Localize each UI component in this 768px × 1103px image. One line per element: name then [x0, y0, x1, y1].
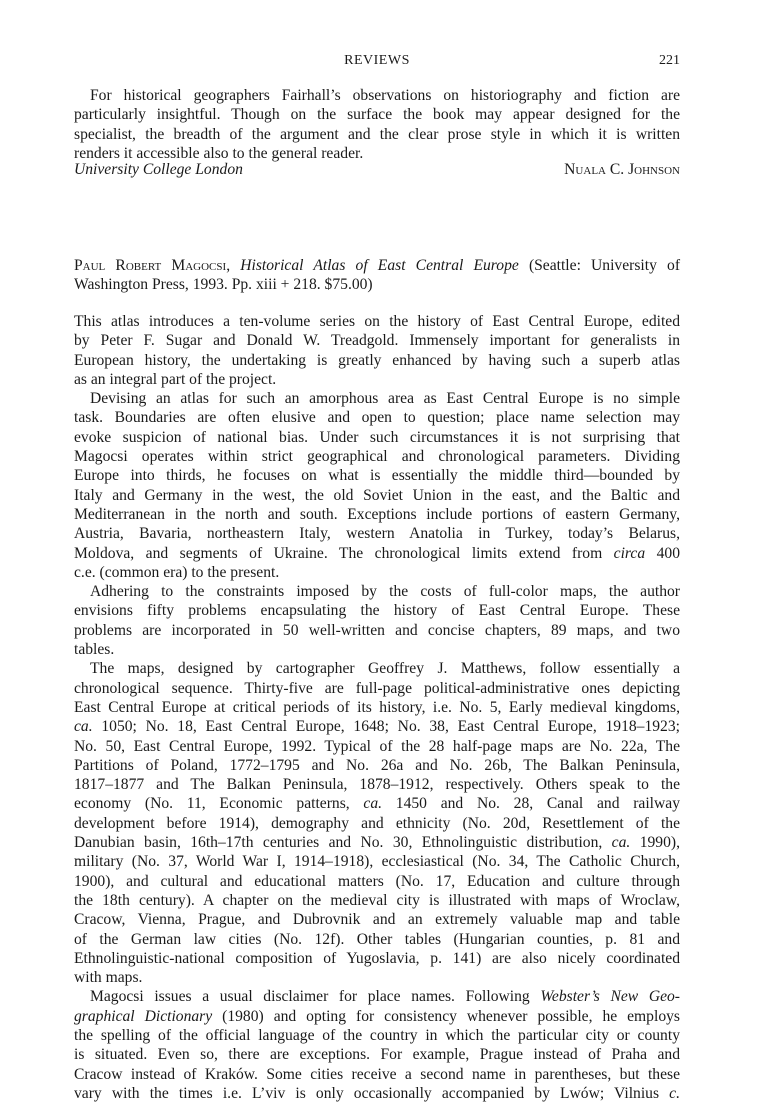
text-line: No. 50, East Central Europe, 1992. Typical of the 28 half-page maps are No. 22a, The: [74, 737, 680, 755]
review-paragraph: [74, 582, 680, 659]
text-line: problems are incorporated in 50 well-written and concise chapters, 89 maps, and two: [74, 621, 680, 639]
text-line: Mediterranean in the north and south. Exceptions include portions of eastern Germany,: [74, 505, 680, 523]
text-line: Adhering to the constraints imposed by the costs of full-color maps, the author: [90, 583, 680, 601]
running-title: REVIEWS: [344, 53, 410, 68]
running-head: [74, 53, 680, 73]
text-line: the 18th century). A chapter on the medieval city is illustrated with maps of Wroclaw,: [74, 891, 680, 909]
text-line: Cracow, Vienna, Prague, and Dubrovnik and an extremely valuable map and table: [74, 911, 680, 929]
review-paragraph: [74, 987, 680, 1103]
text-line: of the German law cities (No. 12f). Other tables (Hungarian counties, p. 81 and: [74, 930, 680, 948]
previous-review-closing-paragraph: [74, 86, 680, 163]
text-line: ca. 1050; No. 18, East Central Europe, 1648; No. 38, East Central Europe, 1918–1923;: [74, 718, 680, 736]
reviewer-name: Nuala C. Johnson: [564, 161, 680, 178]
text-line: c.e. (common era) to the present.: [74, 563, 280, 581]
reviewer-institution: University College London: [74, 161, 243, 178]
book-citation: [74, 256, 680, 295]
text-line: Magocsi operates within strict geographical and chronological parameters. Dividing: [74, 448, 680, 466]
text-line: 1817–1877 and The Balkan Peninsula, 1878–1912, respectively. Others speak to the: [74, 776, 680, 794]
reviewer-signature: [74, 160, 680, 180]
text-line: vary with the times i.e. L’viv is only occasionally accompanied by Lwów; Vilnius c.: [74, 1084, 680, 1102]
citation-line: Paul Robert Magocsi, Historical Atlas of East Central Europe (Seattle: University of: [74, 257, 681, 274]
text-line: Europe into thirds, he focuses on what is essentially the middle third—bounded by: [74, 467, 680, 485]
text-line: This atlas introduces a ten-volume series on the history of East Central Europe, edited: [74, 313, 680, 330]
text-line: as an integral part of the project.: [74, 370, 277, 388]
text-line: East Central Europe at critical periods of its history, i.e. No. 5, Early medieval kingdoms,: [74, 698, 680, 716]
text-line: For historical geographers Fairhall’s observations on historiography and fiction are: [90, 87, 680, 104]
text-line: economy (No. 11, Economic patterns, ca. 1450 and No. 28, Canal and railway: [74, 795, 680, 813]
text-line: 1900), and cultural and educational matters (No. 17, Education and culture through: [74, 872, 680, 890]
review-paragraph: [74, 389, 680, 582]
text-line: tables.: [74, 641, 115, 659]
text-line: renders it accessible also to the general reader.: [74, 144, 364, 162]
text-line: European history, the undertaking is greatly enhanced by having such a superb atlas: [74, 351, 680, 369]
text-line: by Peter F. Sugar and Donald W. Treadgold. Immensely important for generalists in: [74, 332, 680, 350]
text-line: envisions fifty problems encapsulating the history of East Central Europe. These: [74, 602, 680, 620]
text-line: is situated. Even so, there are exceptions. For example, Prague instead of Praha and: [74, 1046, 680, 1064]
text-line: Danubian basin, 16th–17th centuries and No. 30, Ethnolinguistic distribution, ca. 1990),: [74, 834, 680, 852]
text-line: Italy and Germany in the west, the old Soviet Union in the east, and the Baltic and: [74, 486, 680, 504]
text-line: Magocsi issues a usual disclaimer for place names. Following Webster’s New Geo-: [90, 988, 680, 1006]
text-line: Cracow instead of Kraków. Some cities receive a second name in parentheses, but these: [74, 1065, 680, 1083]
review-body: [74, 312, 680, 1103]
book-title: Historical Atlas of East Central Europe: [240, 257, 519, 274]
text-line: evoke suspicion of national bias. Under such circumstances it is not surprising that: [74, 428, 680, 446]
text-line: particularly insightful. Though on the surface the book may appear designed for the: [74, 106, 680, 124]
text-line: development before 1914), demography and ethnicity (No. 20d, Resettlement of the: [74, 814, 680, 832]
text-line: Devising an atlas for such an amorphous area as East Central Europe is no simple: [90, 390, 680, 408]
citation-line: Washington Press, 1993. Pp. xiii + 218. $75.00): [74, 276, 373, 294]
book-author: Paul Robert Magocsi: [74, 257, 227, 274]
text-line: with maps.: [74, 969, 143, 987]
text-line: task. Boundaries are often elusive and open to question; place name selection may: [74, 409, 680, 427]
text-line: the spelling of the official language of the country in which the particular city or county: [74, 1026, 680, 1044]
review-paragraph: [74, 659, 680, 987]
text-line: Austria, Bavaria, northeastern Italy, western Anatolia in Turkey, today’s Belarus,: [74, 525, 680, 543]
text-line: Moldova, and segments of Ukraine. The chronological limits extend from circa 400: [74, 544, 681, 562]
text-line: The maps, designed by cartographer Geoffrey J. Matthews, follow essentially a: [90, 660, 680, 678]
text-line: specialist, the breadth of the argument and the clear prose style in which it is written: [74, 125, 680, 143]
text-line: Partitions of Poland, 1772–1795 and No. 26a and No. 26b, The Balkan Peninsula,: [74, 756, 680, 774]
text-line: graphical Dictionary (1980) and opting for consistency whenever possible, he employs: [74, 1007, 680, 1025]
citation-publisher: (Seattle: University of: [518, 257, 681, 274]
review-paragraph: [74, 312, 680, 389]
text-line: chronological sequence. Thirty-five are full-page political-administrative ones depicting: [74, 679, 680, 697]
text-line: military (No. 37, World War I, 1914–1918), ecclesiastical (No. 34, The Catholic Church,: [74, 853, 680, 871]
text-line: Ethnolinguistic-national composition of Yugoslavia, p. 141) are also nicely coordinated: [74, 949, 680, 967]
page-number: 221: [659, 53, 680, 68]
